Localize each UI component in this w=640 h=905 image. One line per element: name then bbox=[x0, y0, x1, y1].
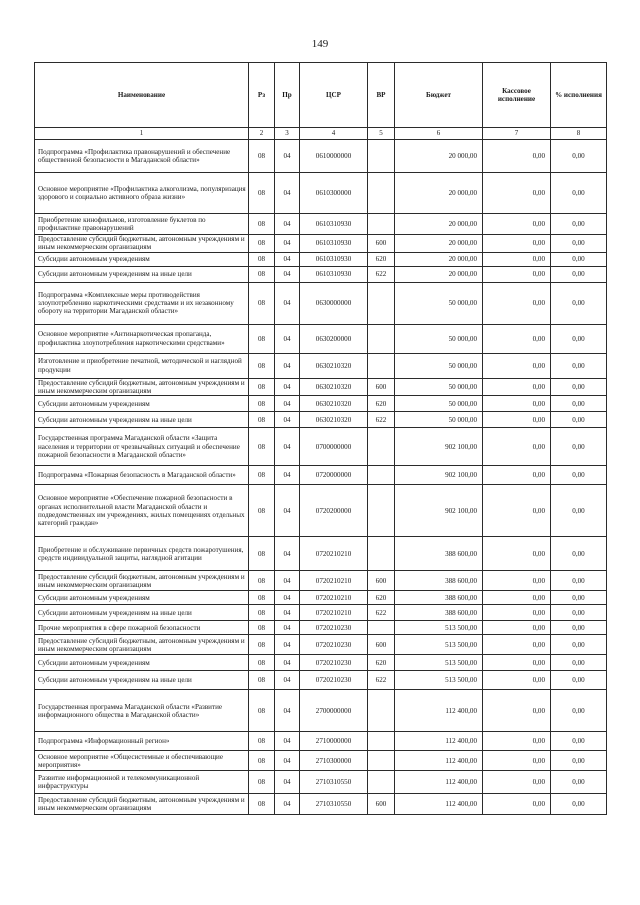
cell-csr: 0720000000 bbox=[300, 466, 368, 485]
cell-budget: 50 000,00 bbox=[395, 412, 483, 428]
cell-cash-execution: 0,00 bbox=[483, 671, 551, 690]
cell-name: Прочие мероприятия в сфере пожарной безопасности bbox=[35, 621, 249, 635]
cell-csr: 0610310930 bbox=[300, 214, 368, 235]
cell-vr: 622 bbox=[368, 605, 395, 621]
cell-budget: 112 400,00 bbox=[395, 690, 483, 732]
cell-execution-percent: 0,00 bbox=[551, 396, 607, 412]
cell-rz: 08 bbox=[249, 412, 275, 428]
cell-pr: 04 bbox=[275, 412, 300, 428]
cell-budget: 388 600,00 bbox=[395, 605, 483, 621]
cell-rz: 08 bbox=[249, 794, 275, 815]
cell-name: Приобретение и обслуживание первичных средств пожаротушения, средств индивидуальной защиты, наглядной агитации bbox=[35, 537, 249, 571]
column-number: 3 bbox=[275, 128, 300, 140]
cell-rz: 08 bbox=[249, 771, 275, 794]
cell-rz: 08 bbox=[249, 282, 275, 324]
table-row bbox=[35, 655, 607, 671]
cell-vr bbox=[368, 214, 395, 235]
cell-rz: 08 bbox=[249, 266, 275, 282]
cell-csr: 0720210210 bbox=[300, 571, 368, 591]
cell-budget: 20 000,00 bbox=[395, 266, 483, 282]
header-vr: ВР bbox=[368, 63, 395, 128]
cell-name: Предоставление субсидий бюджетным, автономным учреждениям и иным некоммерческим организациям bbox=[35, 635, 249, 655]
cell-execution-percent: 0,00 bbox=[551, 605, 607, 621]
cell-name: Изготовление и приобретение печатной, методической и наглядной продукции bbox=[35, 353, 249, 378]
cell-vr bbox=[368, 690, 395, 732]
cell-name: Государственная программа Магаданской области «Развитие информационного общества в Магаданской области» bbox=[35, 690, 249, 732]
cell-budget: 513 500,00 bbox=[395, 635, 483, 655]
cell-execution-percent: 0,00 bbox=[551, 378, 607, 396]
cell-csr: 0720210230 bbox=[300, 635, 368, 655]
table-row bbox=[35, 635, 607, 655]
cell-pr: 04 bbox=[275, 671, 300, 690]
cell-vr bbox=[368, 140, 395, 173]
cell-budget: 513 500,00 bbox=[395, 655, 483, 671]
cell-cash-execution: 0,00 bbox=[483, 591, 551, 605]
cell-csr: 2710300000 bbox=[300, 751, 368, 771]
cell-name: Подпрограмма «Информационный регион» bbox=[35, 732, 249, 751]
cell-csr: 0610000000 bbox=[300, 140, 368, 173]
cell-name: Субсидии автономным учреждениям bbox=[35, 591, 249, 605]
cell-cash-execution: 0,00 bbox=[483, 396, 551, 412]
cell-name: Предоставление субсидий бюджетным, автономным учреждениям и иным некоммерческим организациям bbox=[35, 794, 249, 815]
cell-execution-percent: 0,00 bbox=[551, 635, 607, 655]
table-row bbox=[35, 378, 607, 396]
cell-execution-percent: 0,00 bbox=[551, 214, 607, 235]
cell-name: Основное мероприятие «Антинаркотическая пропаганда, профилактика злоупотребления наркотическими средствами» bbox=[35, 324, 249, 353]
cell-pr: 04 bbox=[275, 635, 300, 655]
cell-rz: 08 bbox=[249, 671, 275, 690]
cell-csr: 0610300000 bbox=[300, 173, 368, 214]
header-execution-percent: % исполнения bbox=[551, 63, 607, 128]
page-number: 149 bbox=[311, 38, 329, 50]
cell-execution-percent: 0,00 bbox=[551, 591, 607, 605]
table-row bbox=[35, 571, 607, 591]
cell-rz: 08 bbox=[249, 591, 275, 605]
cell-vr: 622 bbox=[368, 671, 395, 690]
cell-budget: 112 400,00 bbox=[395, 751, 483, 771]
cell-pr: 04 bbox=[275, 655, 300, 671]
cell-cash-execution: 0,00 bbox=[483, 621, 551, 635]
cell-cash-execution: 0,00 bbox=[483, 794, 551, 815]
cell-execution-percent: 0,00 bbox=[551, 353, 607, 378]
cell-budget: 20 000,00 bbox=[395, 252, 483, 266]
cell-vr: 600 bbox=[368, 235, 395, 253]
cell-cash-execution: 0,00 bbox=[483, 771, 551, 794]
cell-execution-percent: 0,00 bbox=[551, 655, 607, 671]
cell-execution-percent: 0,00 bbox=[551, 485, 607, 537]
column-number: 5 bbox=[368, 128, 395, 140]
cell-budget: 902 100,00 bbox=[395, 428, 483, 466]
cell-pr: 04 bbox=[275, 690, 300, 732]
cell-pr: 04 bbox=[275, 266, 300, 282]
cell-csr: 0610310930 bbox=[300, 252, 368, 266]
cell-pr: 04 bbox=[275, 571, 300, 591]
cell-pr: 04 bbox=[275, 235, 300, 253]
cell-rz: 08 bbox=[249, 751, 275, 771]
budget-execution-table bbox=[34, 62, 607, 815]
cell-pr: 04 bbox=[275, 794, 300, 815]
cell-budget: 902 100,00 bbox=[395, 466, 483, 485]
cell-name: Приобретение кинофильмов, изготовление буклетов по профилактике правонарушений bbox=[35, 214, 249, 235]
cell-budget: 20 000,00 bbox=[395, 140, 483, 173]
cell-vr bbox=[368, 621, 395, 635]
table-row bbox=[35, 466, 607, 485]
cell-vr bbox=[368, 282, 395, 324]
cell-execution-percent: 0,00 bbox=[551, 771, 607, 794]
cell-rz: 08 bbox=[249, 252, 275, 266]
table-row bbox=[35, 412, 607, 428]
cell-csr: 0610310930 bbox=[300, 266, 368, 282]
cell-csr: 2710310550 bbox=[300, 771, 368, 794]
cell-vr: 622 bbox=[368, 412, 395, 428]
cell-rz: 08 bbox=[249, 655, 275, 671]
cell-execution-percent: 0,00 bbox=[551, 324, 607, 353]
table-row bbox=[35, 282, 607, 324]
table-row bbox=[35, 428, 607, 466]
cell-name: Предоставление субсидий бюджетным, автономным учреждениям и иным некоммерческим организациям bbox=[35, 378, 249, 396]
cell-cash-execution: 0,00 bbox=[483, 353, 551, 378]
cell-cash-execution: 0,00 bbox=[483, 537, 551, 571]
cell-vr: 622 bbox=[368, 266, 395, 282]
cell-budget: 20 000,00 bbox=[395, 235, 483, 253]
cell-vr bbox=[368, 428, 395, 466]
cell-csr: 0720210230 bbox=[300, 671, 368, 690]
cell-execution-percent: 0,00 bbox=[551, 252, 607, 266]
cell-pr: 04 bbox=[275, 396, 300, 412]
cell-cash-execution: 0,00 bbox=[483, 485, 551, 537]
cell-pr: 04 bbox=[275, 173, 300, 214]
cell-cash-execution: 0,00 bbox=[483, 605, 551, 621]
cell-vr bbox=[368, 353, 395, 378]
table-row bbox=[35, 140, 607, 173]
table-header-row bbox=[35, 63, 607, 128]
cell-pr: 04 bbox=[275, 732, 300, 751]
table-row bbox=[35, 173, 607, 214]
column-number-row bbox=[35, 128, 607, 140]
cell-cash-execution: 0,00 bbox=[483, 412, 551, 428]
table-row bbox=[35, 605, 607, 621]
cell-budget: 20 000,00 bbox=[395, 214, 483, 235]
cell-rz: 08 bbox=[249, 324, 275, 353]
cell-rz: 08 bbox=[249, 621, 275, 635]
cell-vr bbox=[368, 324, 395, 353]
table-row bbox=[35, 690, 607, 732]
cell-rz: 08 bbox=[249, 732, 275, 751]
cell-name: Предоставление субсидий бюджетным, автономным учреждениям и иным некоммерческим организациям bbox=[35, 571, 249, 591]
table-row bbox=[35, 252, 607, 266]
cell-rz: 08 bbox=[249, 140, 275, 173]
cell-vr: 620 bbox=[368, 655, 395, 671]
table-row bbox=[35, 751, 607, 771]
cell-cash-execution: 0,00 bbox=[483, 466, 551, 485]
table-row bbox=[35, 324, 607, 353]
cell-pr: 04 bbox=[275, 282, 300, 324]
cell-name: Субсидии автономным учреждениям на иные цели bbox=[35, 671, 249, 690]
cell-cash-execution: 0,00 bbox=[483, 266, 551, 282]
cell-pr: 04 bbox=[275, 605, 300, 621]
table-row bbox=[35, 671, 607, 690]
cell-execution-percent: 0,00 bbox=[551, 690, 607, 732]
cell-budget: 112 400,00 bbox=[395, 794, 483, 815]
table-row bbox=[35, 214, 607, 235]
cell-budget: 902 100,00 bbox=[395, 485, 483, 537]
cell-csr: 0630210320 bbox=[300, 412, 368, 428]
cell-csr: 0700000000 bbox=[300, 428, 368, 466]
table-row bbox=[35, 732, 607, 751]
cell-pr: 04 bbox=[275, 591, 300, 605]
cell-pr: 04 bbox=[275, 537, 300, 571]
cell-name: Основное мероприятие «Общесистемные и обеспечивающие мероприятия» bbox=[35, 751, 249, 771]
cell-cash-execution: 0,00 bbox=[483, 428, 551, 466]
header-budget: Бюджет bbox=[395, 63, 483, 128]
cell-name: Развитие информационной и телекоммуникационной инфраструктуры bbox=[35, 771, 249, 794]
table-row bbox=[35, 591, 607, 605]
cell-rz: 08 bbox=[249, 466, 275, 485]
cell-budget: 50 000,00 bbox=[395, 282, 483, 324]
cell-rz: 08 bbox=[249, 485, 275, 537]
cell-rz: 08 bbox=[249, 428, 275, 466]
cell-pr: 04 bbox=[275, 485, 300, 537]
cell-vr bbox=[368, 751, 395, 771]
cell-vr bbox=[368, 485, 395, 537]
cell-execution-percent: 0,00 bbox=[551, 732, 607, 751]
cell-budget: 513 500,00 bbox=[395, 621, 483, 635]
cell-csr: 0610310930 bbox=[300, 235, 368, 253]
header-cash-execution: Кассовое исполнение bbox=[483, 63, 551, 128]
cell-execution-percent: 0,00 bbox=[551, 671, 607, 690]
cell-cash-execution: 0,00 bbox=[483, 690, 551, 732]
cell-cash-execution: 0,00 bbox=[483, 571, 551, 591]
cell-name: Подпрограмма «Комплексные меры противодействия злоупотреблению наркотическими средствами и их незаконному обороту на территории Магаданской области» bbox=[35, 282, 249, 324]
cell-rz: 08 bbox=[249, 571, 275, 591]
cell-name: Субсидии автономным учреждениям bbox=[35, 252, 249, 266]
cell-execution-percent: 0,00 bbox=[551, 621, 607, 635]
cell-vr bbox=[368, 466, 395, 485]
cell-vr: 600 bbox=[368, 571, 395, 591]
cell-budget: 50 000,00 bbox=[395, 396, 483, 412]
cell-rz: 08 bbox=[249, 235, 275, 253]
cell-csr: 0630200000 bbox=[300, 324, 368, 353]
cell-name: Субсидии автономным учреждениям на иные цели bbox=[35, 412, 249, 428]
table-row bbox=[35, 621, 607, 635]
cell-rz: 08 bbox=[249, 396, 275, 412]
cell-csr: 0630210320 bbox=[300, 353, 368, 378]
column-number: 8 bbox=[551, 128, 607, 140]
cell-name: Субсидии автономным учреждениям bbox=[35, 396, 249, 412]
cell-csr: 2700000000 bbox=[300, 690, 368, 732]
cell-rz: 08 bbox=[249, 173, 275, 214]
table-row bbox=[35, 794, 607, 815]
cell-rz: 08 bbox=[249, 690, 275, 732]
cell-pr: 04 bbox=[275, 621, 300, 635]
cell-budget: 50 000,00 bbox=[395, 324, 483, 353]
cell-budget: 50 000,00 bbox=[395, 378, 483, 396]
cell-csr: 2710310550 bbox=[300, 794, 368, 815]
cell-rz: 08 bbox=[249, 353, 275, 378]
cell-pr: 04 bbox=[275, 353, 300, 378]
cell-vr: 620 bbox=[368, 591, 395, 605]
cell-pr: 04 bbox=[275, 214, 300, 235]
column-number: 7 bbox=[483, 128, 551, 140]
cell-vr: 620 bbox=[368, 396, 395, 412]
table-row bbox=[35, 266, 607, 282]
cell-pr: 04 bbox=[275, 466, 300, 485]
cell-pr: 04 bbox=[275, 140, 300, 173]
cell-vr bbox=[368, 732, 395, 751]
table-body bbox=[35, 140, 607, 815]
cell-rz: 08 bbox=[249, 378, 275, 396]
cell-vr: 600 bbox=[368, 794, 395, 815]
table-row bbox=[35, 485, 607, 537]
header-csr: ЦСР bbox=[300, 63, 368, 128]
cell-pr: 04 bbox=[275, 252, 300, 266]
cell-budget: 50 000,00 bbox=[395, 353, 483, 378]
cell-pr: 04 bbox=[275, 324, 300, 353]
cell-vr bbox=[368, 771, 395, 794]
cell-name: Субсидии автономным учреждениям на иные цели bbox=[35, 266, 249, 282]
cell-csr: 0720210210 bbox=[300, 591, 368, 605]
cell-budget: 20 000,00 bbox=[395, 173, 483, 214]
cell-cash-execution: 0,00 bbox=[483, 378, 551, 396]
cell-name: Подпрограмма «Пожарная безопасность в Магаданской области» bbox=[35, 466, 249, 485]
cell-budget: 388 600,00 bbox=[395, 537, 483, 571]
cell-csr: 0720210210 bbox=[300, 537, 368, 571]
cell-execution-percent: 0,00 bbox=[551, 571, 607, 591]
cell-cash-execution: 0,00 bbox=[483, 635, 551, 655]
column-number: 2 bbox=[249, 128, 275, 140]
header-pr: Пр bbox=[275, 63, 300, 128]
cell-budget: 112 400,00 bbox=[395, 732, 483, 751]
cell-csr: 0630210320 bbox=[300, 378, 368, 396]
cell-execution-percent: 0,00 bbox=[551, 751, 607, 771]
header-rz: Рз bbox=[249, 63, 275, 128]
cell-name: Подпрограмма «Профилактика правонарушений и обеспечение общественной безопасности в Магаданской области» bbox=[35, 140, 249, 173]
cell-execution-percent: 0,00 bbox=[551, 412, 607, 428]
table-row bbox=[35, 537, 607, 571]
cell-execution-percent: 0,00 bbox=[551, 235, 607, 253]
cell-pr: 04 bbox=[275, 428, 300, 466]
table-row bbox=[35, 235, 607, 253]
cell-execution-percent: 0,00 bbox=[551, 282, 607, 324]
cell-csr: 0720200000 bbox=[300, 485, 368, 537]
cell-execution-percent: 0,00 bbox=[551, 537, 607, 571]
cell-cash-execution: 0,00 bbox=[483, 732, 551, 751]
cell-budget: 388 600,00 bbox=[395, 591, 483, 605]
cell-cash-execution: 0,00 bbox=[483, 140, 551, 173]
column-number: 1 bbox=[35, 128, 249, 140]
cell-pr: 04 bbox=[275, 771, 300, 794]
cell-cash-execution: 0,00 bbox=[483, 252, 551, 266]
column-number: 4 bbox=[300, 128, 368, 140]
cell-budget: 513 500,00 bbox=[395, 671, 483, 690]
cell-vr: 600 bbox=[368, 635, 395, 655]
cell-cash-execution: 0,00 bbox=[483, 214, 551, 235]
cell-vr: 600 bbox=[368, 378, 395, 396]
cell-execution-percent: 0,00 bbox=[551, 794, 607, 815]
cell-rz: 08 bbox=[249, 635, 275, 655]
cell-rz: 08 bbox=[249, 605, 275, 621]
cell-pr: 04 bbox=[275, 378, 300, 396]
cell-rz: 08 bbox=[249, 537, 275, 571]
cell-vr: 620 bbox=[368, 252, 395, 266]
cell-name: Государственная программа Магаданской области «Защита населения и территории от чрезвычайных ситуаций и обеспечение пожарной безопасности в Магаданской области» bbox=[35, 428, 249, 466]
table-row bbox=[35, 396, 607, 412]
cell-csr: 0720210230 bbox=[300, 621, 368, 635]
cell-cash-execution: 0,00 bbox=[483, 324, 551, 353]
cell-csr: 0720210210 bbox=[300, 605, 368, 621]
cell-csr: 2710000000 bbox=[300, 732, 368, 751]
cell-cash-execution: 0,00 bbox=[483, 655, 551, 671]
cell-name: Субсидии автономным учреждениям bbox=[35, 655, 249, 671]
cell-execution-percent: 0,00 bbox=[551, 140, 607, 173]
cell-vr bbox=[368, 537, 395, 571]
header-name: Наименование bbox=[35, 63, 249, 128]
cell-vr bbox=[368, 173, 395, 214]
cell-execution-percent: 0,00 bbox=[551, 466, 607, 485]
cell-execution-percent: 0,00 bbox=[551, 173, 607, 214]
table-row bbox=[35, 771, 607, 794]
cell-cash-execution: 0,00 bbox=[483, 173, 551, 214]
cell-execution-percent: 0,00 bbox=[551, 428, 607, 466]
cell-rz: 08 bbox=[249, 214, 275, 235]
cell-name: Предоставление субсидий бюджетным, автономным учреждениям и иным некоммерческим организациям bbox=[35, 235, 249, 253]
cell-csr: 0630000000 bbox=[300, 282, 368, 324]
cell-budget: 388 600,00 bbox=[395, 571, 483, 591]
cell-budget: 112 400,00 bbox=[395, 771, 483, 794]
cell-name: Основное мероприятие «Обеспечение пожарной безопасности в органах исполнительной власти Магаданской области и подведомственных им учреждениях, жилых помещениях отдельных категорий граждан» bbox=[35, 485, 249, 537]
table-row bbox=[35, 353, 607, 378]
cell-cash-execution: 0,00 bbox=[483, 282, 551, 324]
cell-csr: 0720210230 bbox=[300, 655, 368, 671]
cell-pr: 04 bbox=[275, 751, 300, 771]
cell-cash-execution: 0,00 bbox=[483, 751, 551, 771]
cell-name: Основное мероприятие «Профилактика алкоголизма, популяризация здорового и социально активного образа жизни» bbox=[35, 173, 249, 214]
column-number: 6 bbox=[395, 128, 483, 140]
cell-csr: 0630210320 bbox=[300, 396, 368, 412]
cell-execution-percent: 0,00 bbox=[551, 266, 607, 282]
cell-cash-execution: 0,00 bbox=[483, 235, 551, 253]
cell-name: Субсидии автономным учреждениям на иные цели bbox=[35, 605, 249, 621]
